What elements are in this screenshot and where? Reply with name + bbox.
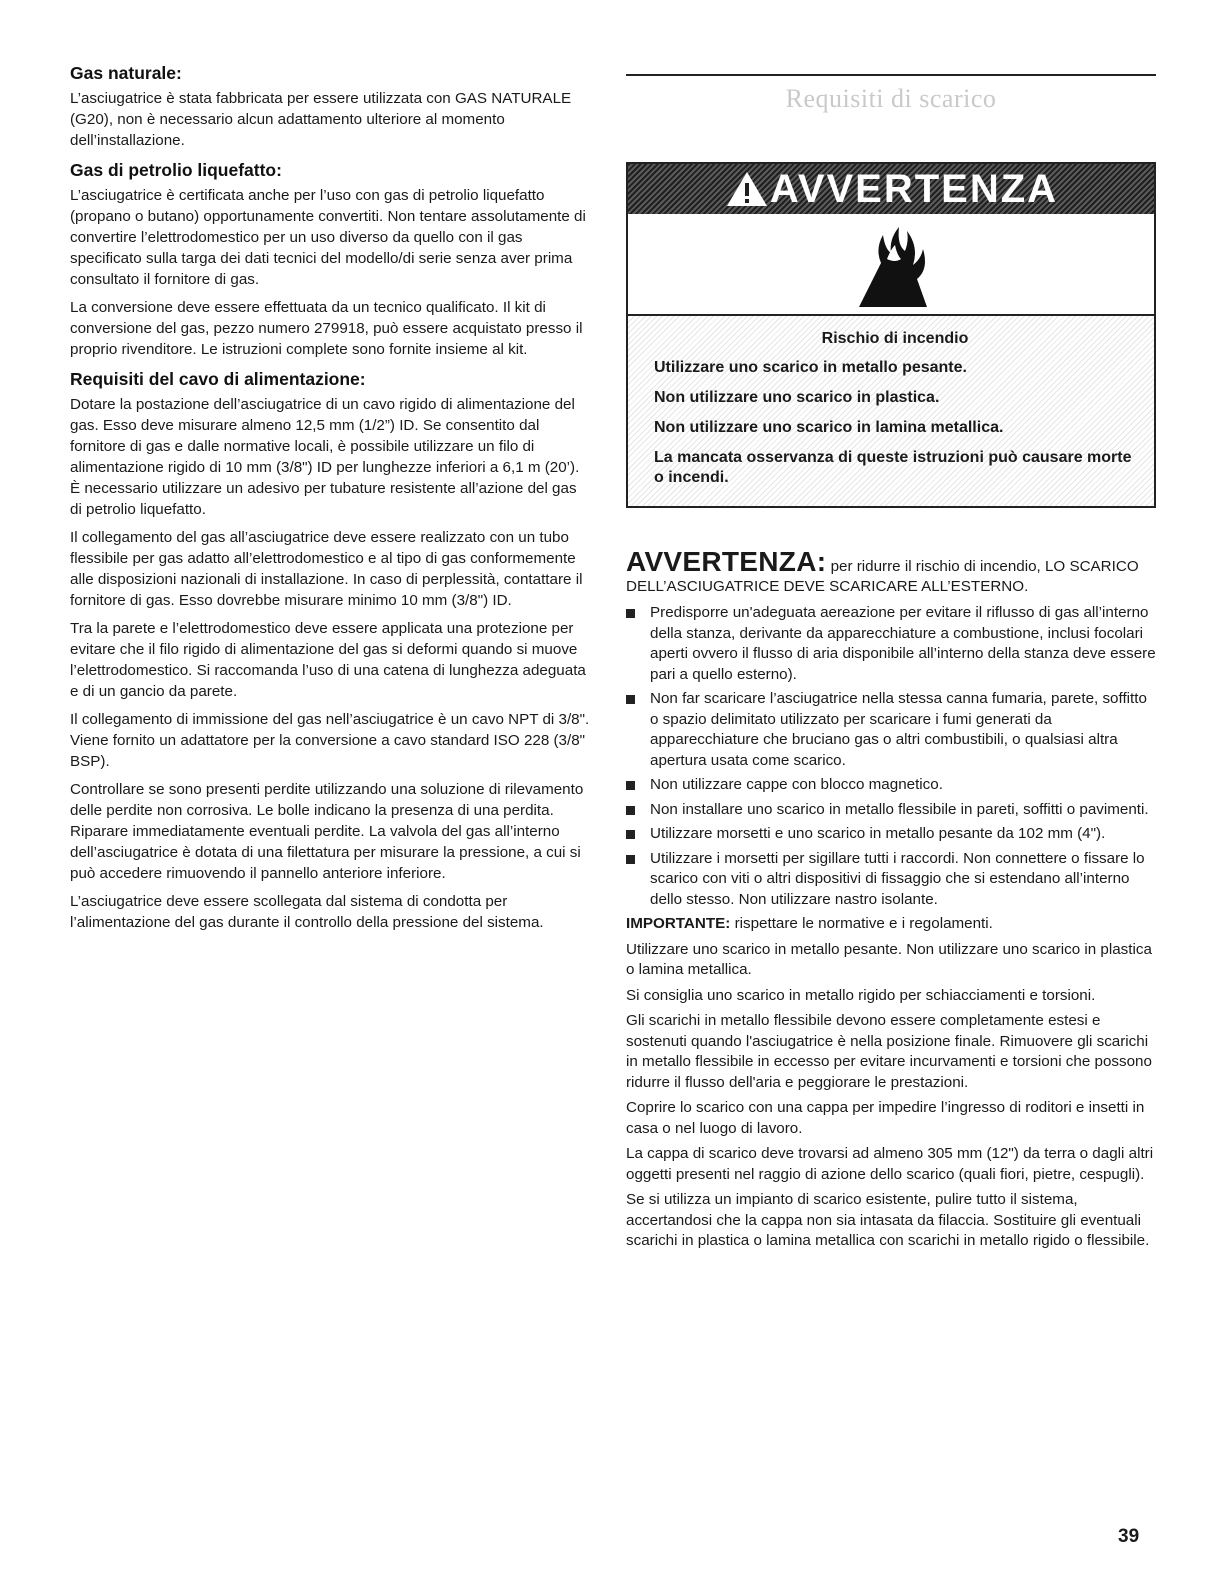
warning-line: La mancata osservanza di queste istruzioni può causare morte o incendi. [654,449,1132,486]
square-bullet-icon [626,695,635,704]
warning-line: Non utilizzare uno scarico in plastica. [654,389,940,406]
importante-text: rispettare le normative e i regolamenti. [730,915,993,932]
list-item: Utilizzare i morsetti per sigillare tutti i raccordi. Non connettere o fissare lo scarico con viti o altri dispositivi di fissaggio che si estendano all’interno dello stesso. Non utilizzare nastro isolante. [626,849,1156,911]
paragraph-gas-naturale: L’asciugatrice è stata fabbricata per essere utilizzata con GAS NATURALE (G20), non è necessario alcun adattamento ulteriore al momento dell’installazione. [70,90,572,149]
avvertenza-label: AVVERTENZA: [626,546,827,577]
paragraph: Se si utilizza un impianto di scarico esistente, pulire tutto il sistema, accertandosi che la cappa non sia intasata da filaccia. Sostituire gli eventuali scarichi in plastica o lamina metallica con scarichi in metallo rigido o flessibile. [626,1191,1150,1249]
warning-risk-title: Rischio di incendio [821,330,969,347]
warning-triangle-icon [724,169,770,209]
fire-icon [851,219,931,309]
paragraph: La cappa di scarico deve trovarsi ad almeno 305 mm (12") da terra o dagli altri oggetti presenti nel raggio di azione dello scarico (quali fiori, pietre, cespugli). [626,1145,1154,1183]
paragraph-cavo-5: Controllare se sono presenti perdite utilizzando una soluzione di rilevamento delle perdite non corrosiva. Le bolle indicano la presenza di una perdita. Riparare immediatamente eventuali perdite. La valvola del gas all’interno dell’asciugatrice è dotata di una filettatura per misurare la pressione, a cui si può accedere rimuovendo il pannello anteriore inferiore. [70,781,584,882]
paragraph-cavo-2: Il collegamento del gas all’asciugatrice deve essere realizzato con un tubo flessibile per gas adatto all’elettrodomestico e al tipo di gas conformemente alle disposizioni nazionali di installazione. In caso di perplessità, contattare il fornitore di gas. Esso dovrebbe misurare minimo 10 mm (3/8") ID. [70,529,583,609]
warning-box [626,162,1156,508]
list-item: Non installare uno scarico in metallo flessibile in pareti, soffitti o pavimenti. [626,800,1156,821]
paragraph-cavo-3: Tra la parete e l’elettrodomestico deve essere applicata una protezione per evitare che il filo rigido di alimentazione del gas si deformi quando si muove l’elettrodomestico. Si raccomanda l’uso di una catena di lunghezza adeguata e di un gancio da parete. [70,620,586,700]
fire-hazard-icon-area [628,214,1154,314]
avvertenza-text: per ridurre il rischio di incendio, LO SCARICO DELL’ASCIUGATRICE DEVE SCARICARE ALL’ESTERNO. [626,558,1139,595]
paragraph-cavo-6: L’asciugatrice deve essere scollegata dal sistema di condotta per l’alimentazione del gas durante il controllo della pressione del sistema. [70,893,544,931]
warning-text-block [636,326,1146,496]
paragraph: Gli scarichi in metallo flessibile devono essere completamente estesi e sostenuti quando l'asciugatrice è nella posizione finale. Rimuovere gli scarichi in metallo flessibile in eccesso per evitare incurvamenti e torsioni che possono ridurre il flusso dell'aria e peggiorare le prestazioni. [626,1012,1152,1091]
requirements-list [626,603,1156,910]
list-item: Non far scaricare l’asciugatrice nella stessa canna fumaria, parete, soffitto o spazio delimitato utilizzato per scaricare i fumi generati da apparecchiature che bruciano gas o altri combustibili, o qualsiasi altra apertura usata come scarico. [626,689,1156,771]
list-item: Utilizzare morsetti e uno scarico in metallo pesante da 102 mm (4"). [626,824,1156,845]
list-item: Non utilizzare cappe con blocco magnetico. [626,775,1156,796]
paragraph: Utilizzare uno scarico in metallo pesante. Non utilizzare uno scarico in plastica o lamina metallica. [626,940,1152,978]
square-bullet-icon [626,609,635,618]
square-bullet-icon [626,806,635,815]
paragraph-gpl-2: La conversione deve essere effettuata da un tecnico qualificato. Il kit di conversione del gas, pezzo numero 279918, può essere acquistato presso il proprio rivenditore. Le istruzioni complete sono fornite insieme al kit. [70,299,583,358]
left-column [70,62,590,940]
warning-line: Non utilizzare uno scarico in lamina metallica. [654,419,1004,436]
heading-cavo-alimentazione: Requisiti del cavo di alimentazione: [70,369,366,389]
square-bullet-icon [626,781,635,790]
importante-label: IMPORTANTE: [626,915,731,932]
square-bullet-icon [626,855,635,864]
warning-banner [628,164,1154,214]
warning-banner-text: AVVERTENZA [769,166,1059,211]
warning-line: Utilizzare uno scarico in metallo pesante. [654,359,967,376]
paragraph: Coprire lo scarico con una cappa per impedire l’ingresso di roditori e insetti in casa o nel luogo di lavoro. [626,1099,1145,1137]
warning-body [628,314,1154,506]
heading-gas-naturale: Gas naturale: [70,63,182,83]
paragraph-cavo-1: Dotare la postazione dell’asciugatrice di un cavo rigido di alimentazione del gas. Esso deve misurare almeno 12,5 mm (1/2”) ID. Se consentito dal fornitore di gas e dalle normative locali, è possibile utilizzare un filo di alimentazione rigido di 10 mm (3/8") ID per lunghezze inferiori a 6,1 m (20’). È necessario utilizzare un adesivo per tubature resistente all’azione del gas di petrolio liquefatto. [70,396,580,518]
paragraph-gpl-1: L’asciugatrice è certificata anche per l’uso con gas di petrolio liquefatto (propano o butano) opportunamente convertiti. Non tentare assolutamente di convertire l’elettrodomestico per un uso diverso da quello con il gas specificato sulla targa dei dati tecnici del modello/di serie senza aver prima consultato il fornitore di gas. [70,187,586,288]
right-column [626,62,1156,1257]
list-item: Predisporre un'adeguata aereazione per evitare il riflusso di gas all’interno della stanza, derivante da apparecchiature a combustione, inclusi focolari aperti ovvero il flusso di aria disponibile all’interno della stanza deve essere pari a quello esterno). [626,603,1156,685]
section-title: Requisiti di scarico [785,84,997,113]
page-number: 39 [1118,1526,1140,1547]
avvertenza-statement [626,546,1156,597]
paragraph: Si consiglia uno scarico in metallo rigido per schiacciamenti e torsioni. [626,986,1096,1004]
square-bullet-icon [626,830,635,839]
section-rule [626,74,1156,76]
heading-gpl: Gas di petrolio liquefatto: [70,160,282,180]
paragraph-cavo-4: Il collegamento di immissione del gas nell’asciugatrice è un cavo NPT di 3/8". Viene fornito un adattatore per la conversione a cavo standard ISO 228 (3/8" BSP). [70,711,590,770]
importante-note [626,914,1156,935]
